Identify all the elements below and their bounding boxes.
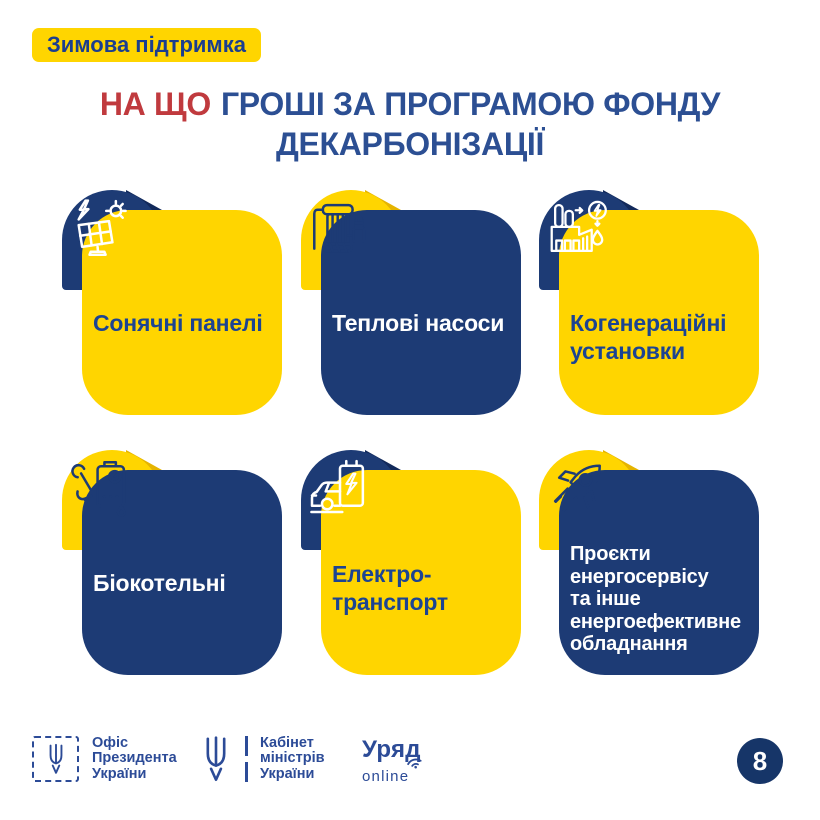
logo-text-line: Кабінет [260, 735, 314, 752]
title-highlight: НА ЩО [99, 86, 211, 122]
title-line-1 [0, 84, 820, 124]
card-solar-panels [62, 190, 283, 416]
card-label-line: Когенераційні [570, 310, 727, 336]
cabinet-of-ministers-logo [199, 735, 325, 783]
card-label [570, 309, 751, 365]
logo-text-line: міністрів [260, 750, 325, 767]
trident-icon [199, 735, 233, 783]
card-label-line: енергоефективне [570, 610, 741, 633]
card-label [332, 560, 513, 616]
title-line1-rest: ГРОШІ ЗА ПРОГРАМОЮ ФОНДУ [220, 86, 721, 122]
card-electric-transport [301, 450, 522, 676]
card-label-line: Проєкти [570, 543, 651, 565]
card-label-line: установки [570, 338, 685, 364]
cabinet-label [260, 736, 325, 782]
card-heat-pumps [301, 190, 522, 416]
president-office-label [92, 736, 177, 782]
rocket-icon [546, 456, 610, 520]
topic-badge: Зимова підтримка [32, 28, 261, 62]
gov-online-title: Уряд [362, 736, 421, 763]
card-label-line: та інше [570, 588, 641, 610]
card-label-line: Теплові насоси [332, 310, 505, 336]
card-label-line: Сонячні панелі [93, 310, 263, 336]
card-label-line: енергосервісу [570, 565, 709, 588]
gov-online-logo [362, 736, 420, 785]
card-label [93, 309, 274, 337]
gov-online-subtitle: online [362, 768, 410, 785]
logo-text-line: України [92, 765, 147, 782]
president-office-logo [32, 736, 177, 782]
card-label-line: Біокотельні [93, 570, 226, 596]
title-line-2: ДЕКАРБОНІЗАЦІЇ [275, 126, 545, 162]
electric-transport-icon [308, 456, 372, 520]
bio-boiler-icon [69, 456, 133, 520]
card-energy-service-projects [539, 450, 760, 676]
logo-text-line: Президента [92, 750, 177, 767]
trident-icon [45, 743, 67, 775]
card-label [570, 543, 751, 656]
card-bio-boilers [62, 450, 283, 676]
cogeneration-plant-icon [546, 196, 610, 260]
page-number-badge [737, 738, 783, 784]
heat-pump-icon [308, 196, 372, 260]
logo-divider [245, 736, 248, 782]
card-cogeneration-units [539, 190, 760, 416]
card-label [332, 309, 513, 337]
trident-frame [32, 736, 79, 782]
logo-text-line: Офіс [92, 735, 129, 752]
logo-text-line: України [260, 765, 315, 782]
card-label-line: обладнання [570, 633, 688, 655]
card-label [93, 569, 274, 597]
card-label-line: Електро- [332, 561, 432, 587]
page-title [0, 84, 820, 164]
wifi-icon [402, 751, 425, 772]
card-label-line: транспорт [332, 589, 448, 615]
solar-panel-icon [69, 196, 133, 260]
page-number: 8 [752, 745, 768, 776]
